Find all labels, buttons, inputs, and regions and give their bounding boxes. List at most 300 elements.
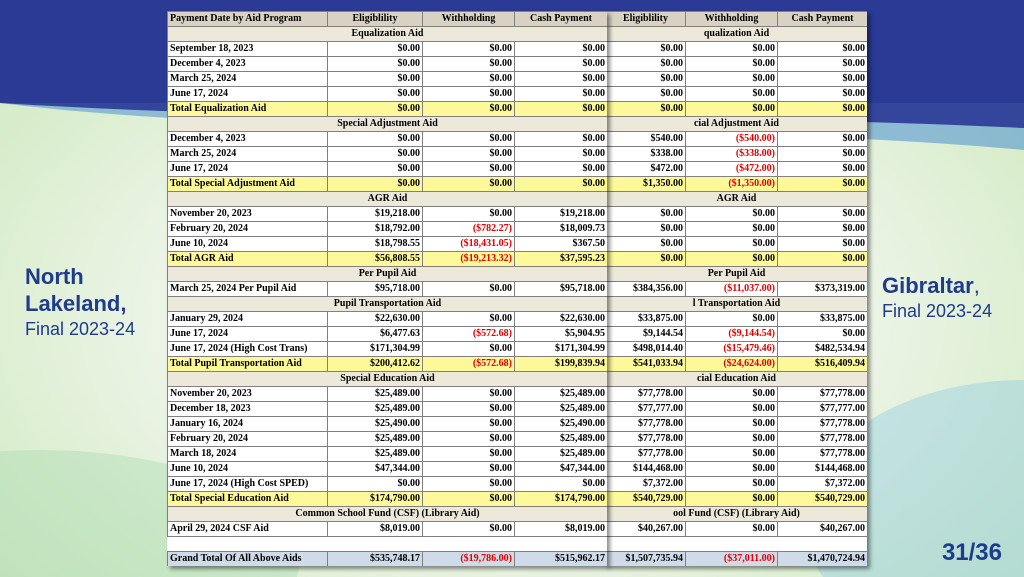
amount-cell: ($15,479.46): [686, 342, 778, 357]
table-row: [168, 132, 608, 147]
table-row: [168, 387, 608, 402]
section-title: l Transportation Aid: [606, 297, 868, 312]
amount-cell: $6,477.63: [328, 327, 423, 342]
amount-cell: $0.00: [515, 147, 608, 162]
amount-cell: $0.00: [686, 42, 778, 57]
amount-cell: $0.00: [423, 462, 515, 477]
amount-cell: $1,470,724.94: [778, 552, 868, 567]
left-table-header-row: [168, 12, 608, 27]
section-header-row: [606, 267, 868, 282]
left-district-label: [25, 263, 165, 341]
table-row: [606, 207, 868, 222]
amount-cell: $0.00: [686, 402, 778, 417]
amount-cell: $77,778.00: [778, 447, 868, 462]
amount-cell: $482,534.94: [778, 342, 868, 357]
amount-cell: $47,344.00: [328, 462, 423, 477]
amount-cell: $0.00: [686, 57, 778, 72]
payment-label-cell: February 20, 2024: [168, 432, 328, 447]
payment-label-cell: Total Pupil Transportation Aid: [168, 357, 328, 372]
amount-cell: $535,748.17: [328, 552, 423, 567]
payment-label-cell: Total AGR Aid: [168, 252, 328, 267]
amount-cell: ($472.00): [686, 162, 778, 177]
total-row: [606, 177, 868, 192]
amount-cell: $0.00: [606, 252, 686, 267]
amount-cell: ($18,431.05): [423, 237, 515, 252]
spacer-cell: [168, 537, 608, 552]
table-row: [168, 402, 608, 417]
grand-total-row: [606, 552, 868, 567]
amount-cell: $0.00: [515, 42, 608, 57]
amount-cell: ($9,144.54): [686, 327, 778, 342]
amount-cell: $25,489.00: [515, 387, 608, 402]
amount-cell: $0.00: [778, 72, 868, 87]
amount-cell: $0.00: [423, 282, 515, 297]
amount-cell: $77,778.00: [778, 417, 868, 432]
table-row: [168, 447, 608, 462]
table-row: [606, 222, 868, 237]
table-row: [168, 57, 608, 72]
payment-label-cell: June 17, 2024: [168, 327, 328, 342]
amount-cell: $171,304.99: [328, 342, 423, 357]
spacer-cell: [606, 537, 868, 552]
amount-cell: $0.00: [328, 177, 423, 192]
amount-cell: $0.00: [328, 87, 423, 102]
payment-label-cell: December 18, 2023: [168, 402, 328, 417]
table-row: [606, 462, 868, 477]
amount-cell: $541,033.94: [606, 357, 686, 372]
amount-cell: ($572.68): [423, 357, 515, 372]
payment-label-cell: November 20, 2023: [168, 207, 328, 222]
amount-cell: $77,778.00: [606, 447, 686, 462]
payment-label-cell: March 25, 2024 Per Pupil Aid: [168, 282, 328, 297]
amount-cell: $0.00: [423, 72, 515, 87]
amount-cell: $0.00: [686, 447, 778, 462]
total-row: [606, 492, 868, 507]
amount-cell: $0.00: [423, 492, 515, 507]
table-row: [606, 72, 868, 87]
amount-cell: $1,507,735.94: [606, 552, 686, 567]
table-row: [606, 147, 868, 162]
left-aid-table: [167, 11, 607, 566]
amount-cell: $338.00: [606, 147, 686, 162]
payment-label-cell: June 10, 2024: [168, 462, 328, 477]
page-number: 31/36: [941, 539, 1002, 566]
table-row: [606, 237, 868, 252]
amount-cell: $0.00: [423, 447, 515, 462]
amount-cell: $33,875.00: [778, 312, 868, 327]
payment-label-cell: March 25, 2024: [168, 147, 328, 162]
amount-cell: $472.00: [606, 162, 686, 177]
amount-cell: $373,319.00: [778, 282, 868, 297]
table-row: [606, 327, 868, 342]
table-row: [168, 477, 608, 492]
amount-cell: $0.00: [328, 477, 423, 492]
amount-cell: $0.00: [778, 147, 868, 162]
amount-cell: $0.00: [423, 162, 515, 177]
payment-label-cell: Grand Total Of All Above Aids: [168, 552, 328, 567]
right-table-body: [606, 27, 868, 567]
amount-cell: $95,718.00: [328, 282, 423, 297]
amount-cell: $200,412.62: [328, 357, 423, 372]
section-header-row: [168, 27, 608, 42]
amount-cell: $0.00: [423, 207, 515, 222]
amount-cell: $77,778.00: [778, 387, 868, 402]
table-row: [168, 327, 608, 342]
table-row: [606, 522, 868, 537]
amount-cell: $0.00: [515, 132, 608, 147]
amount-cell: $144,468.00: [606, 462, 686, 477]
amount-cell: ($19,213.32): [423, 252, 515, 267]
amount-cell: $77,777.00: [778, 402, 868, 417]
amount-cell: $0.00: [686, 87, 778, 102]
left-district-name: North Lakeland,: [25, 264, 127, 316]
amount-cell: $199,839.94: [515, 357, 608, 372]
amount-cell: $0.00: [606, 57, 686, 72]
table-row: [606, 42, 868, 57]
table-row: [606, 132, 868, 147]
amount-cell: $18,009.73: [515, 222, 608, 237]
right-aid-table-panel: [605, 11, 867, 566]
section-title: cial Adjustment Aid: [606, 117, 868, 132]
amount-cell: $40,267.00: [778, 522, 868, 537]
amount-cell: $0.00: [328, 132, 423, 147]
amount-cell: ($782.27): [423, 222, 515, 237]
amount-cell: $0.00: [606, 87, 686, 102]
amount-cell: $0.00: [778, 57, 868, 72]
amount-cell: $0.00: [606, 207, 686, 222]
amount-cell: $0.00: [423, 387, 515, 402]
amount-cell: $33,875.00: [606, 312, 686, 327]
table-row: [168, 417, 608, 432]
table-row: [168, 237, 608, 252]
amount-cell: $37,595.23: [515, 252, 608, 267]
section-header-row: [606, 297, 868, 312]
right-district-name-text: Gibraltar: [882, 273, 974, 298]
payment-label-cell: June 17, 2024 (High Cost SPED): [168, 477, 328, 492]
section-title: Per Pupil Aid: [606, 267, 868, 282]
amount-cell: $171,304.99: [515, 342, 608, 357]
table-row: [168, 147, 608, 162]
total-row: [168, 492, 608, 507]
total-row: [168, 102, 608, 117]
amount-cell: $0.00: [778, 237, 868, 252]
amount-cell: $0.00: [423, 417, 515, 432]
table-row: [606, 432, 868, 447]
amount-cell: $0.00: [778, 207, 868, 222]
payment-label-cell: March 18, 2024: [168, 447, 328, 462]
amount-cell: $0.00: [778, 132, 868, 147]
right-district-name: Gibraltar,: [882, 273, 980, 298]
amount-cell: $0.00: [515, 57, 608, 72]
amount-cell: $0.00: [515, 102, 608, 117]
amount-cell: $77,777.00: [606, 402, 686, 417]
payment-label-cell: Total Equalization Aid: [168, 102, 328, 117]
amount-cell: ($37,011.00): [686, 552, 778, 567]
amount-cell: $0.00: [606, 72, 686, 87]
amount-cell: $0.00: [686, 522, 778, 537]
amount-cell: $22,630.00: [328, 312, 423, 327]
header-payment-date: Payment Date by Aid Program: [168, 12, 328, 27]
table-row: [168, 312, 608, 327]
amount-cell: $516,409.94: [778, 357, 868, 372]
section-title: qualization Aid: [606, 27, 868, 42]
amount-cell: $8,019.00: [515, 522, 608, 537]
table-row: [168, 207, 608, 222]
amount-cell: $0.00: [423, 477, 515, 492]
section-header-row: [168, 192, 608, 207]
amount-cell: $0.00: [515, 477, 608, 492]
amount-cell: $0.00: [423, 102, 515, 117]
amount-cell: $0.00: [686, 252, 778, 267]
amount-cell: $0.00: [606, 42, 686, 57]
table-row: [606, 282, 868, 297]
right-district-label: [882, 272, 992, 323]
table-row: [168, 522, 608, 537]
header-cash-payment: Cash Payment: [515, 12, 608, 27]
amount-cell: $0.00: [423, 312, 515, 327]
amount-cell: $0.00: [423, 132, 515, 147]
payment-label-cell: June 17, 2024: [168, 87, 328, 102]
table-row: [606, 87, 868, 102]
table-row: [168, 282, 608, 297]
amount-cell: $8,019.00: [328, 522, 423, 537]
amount-cell: $25,490.00: [328, 417, 423, 432]
payment-label-cell: March 25, 2024: [168, 72, 328, 87]
section-header-row: [606, 192, 868, 207]
section-title: AGR Aid: [606, 192, 868, 207]
header-withholding: Withholding: [423, 12, 515, 27]
amount-cell: $25,489.00: [515, 432, 608, 447]
amount-cell: $0.00: [686, 387, 778, 402]
header-eligibility: Eligiblility: [328, 12, 423, 27]
amount-cell: $0.00: [778, 327, 868, 342]
amount-cell: ($572.68): [423, 327, 515, 342]
amount-cell: $0.00: [606, 237, 686, 252]
payment-label-cell: June 17, 2024: [168, 162, 328, 177]
amount-cell: $0.00: [686, 492, 778, 507]
section-title: Pupil Transportation Aid: [168, 297, 608, 312]
section-title: Equalization Aid: [168, 27, 608, 42]
amount-cell: $0.00: [328, 102, 423, 117]
amount-cell: $0.00: [686, 72, 778, 87]
header-cash-payment: Cash Payment: [778, 12, 868, 27]
total-row: [606, 252, 868, 267]
amount-cell: $0.00: [778, 87, 868, 102]
table-row: [606, 57, 868, 72]
amount-cell: $0.00: [328, 42, 423, 57]
amount-cell: $19,218.00: [328, 207, 423, 222]
table-row: [168, 342, 608, 357]
payment-label-cell: Total Special Adjustment Aid: [168, 177, 328, 192]
payment-label-cell: June 17, 2024 (High Cost Trans): [168, 342, 328, 357]
amount-cell: ($24,624.00): [686, 357, 778, 372]
amount-cell: $9,144.54: [606, 327, 686, 342]
amount-cell: $0.00: [778, 42, 868, 57]
right-aid-table: [605, 11, 867, 566]
left-aid-table-panel: [167, 11, 607, 566]
amount-cell: $540.00: [606, 132, 686, 147]
amount-cell: $0.00: [423, 87, 515, 102]
left-district-name-text: North Lakeland: [25, 264, 121, 316]
left-district-sub: Final 2023-24: [25, 319, 136, 339]
amount-cell: $498,014.40: [606, 342, 686, 357]
payment-label-cell: September 18, 2023: [168, 42, 328, 57]
total-row: [606, 357, 868, 372]
table-row: [168, 42, 608, 57]
amount-cell: $0.00: [423, 432, 515, 447]
section-header-row: [168, 507, 608, 522]
amount-cell: $0.00: [686, 207, 778, 222]
amount-cell: $18,798.55: [328, 237, 423, 252]
amount-cell: $0.00: [328, 57, 423, 72]
payment-label-cell: April 29, 2024 CSF Aid: [168, 522, 328, 537]
payment-label-cell: June 10, 2024: [168, 237, 328, 252]
amount-cell: ($19,786.00): [423, 552, 515, 567]
amount-cell: $25,489.00: [328, 447, 423, 462]
section-header-row: [168, 117, 608, 132]
amount-cell: ($338.00): [686, 147, 778, 162]
table-row: [606, 447, 868, 462]
amount-cell: $0.00: [686, 462, 778, 477]
payment-label-cell: January 16, 2024: [168, 417, 328, 432]
payment-label-cell: Total Special Education Aid: [168, 492, 328, 507]
amount-cell: $25,489.00: [515, 402, 608, 417]
amount-cell: $25,489.00: [328, 432, 423, 447]
grand-total-row: [168, 552, 608, 567]
amount-cell: $0.00: [423, 42, 515, 57]
amount-cell: $0.00: [686, 417, 778, 432]
amount-cell: $0.00: [778, 222, 868, 237]
amount-cell: $0.00: [515, 177, 608, 192]
amount-cell: $515,962.17: [515, 552, 608, 567]
amount-cell: $40,267.00: [606, 522, 686, 537]
right-district-sub: Final 2023-24: [882, 301, 993, 321]
amount-cell: $25,490.00: [515, 417, 608, 432]
section-title: Special Education Aid: [168, 372, 608, 387]
section-title: ool Fund (CSF) (Library Aid): [606, 507, 868, 522]
payment-label-cell: December 4, 2023: [168, 132, 328, 147]
amount-cell: $22,630.00: [515, 312, 608, 327]
amount-cell: $540,729.00: [606, 492, 686, 507]
table-row: [168, 162, 608, 177]
amount-cell: $367.50: [515, 237, 608, 252]
amount-cell: ($1,350.00): [686, 177, 778, 192]
amount-cell: $174,790.00: [515, 492, 608, 507]
table-row: [606, 402, 868, 417]
amount-cell: $7,372.00: [778, 477, 868, 492]
amount-cell: ($540.00): [686, 132, 778, 147]
table-row: [168, 222, 608, 237]
amount-cell: $540,729.00: [778, 492, 868, 507]
amount-cell: $0.00: [423, 57, 515, 72]
amount-cell: $0.00: [778, 162, 868, 177]
amount-cell: $1,350.00: [606, 177, 686, 192]
left-table-body: [168, 27, 608, 567]
table-row: [606, 417, 868, 432]
amount-cell: $144,468.00: [778, 462, 868, 477]
spacer-row: [606, 537, 868, 552]
amount-cell: $384,356.00: [606, 282, 686, 297]
amount-cell: $77,778.00: [606, 387, 686, 402]
amount-cell: $0.00: [778, 177, 868, 192]
amount-cell: $95,718.00: [515, 282, 608, 297]
amount-cell: $0.00: [686, 237, 778, 252]
amount-cell: $0.00: [606, 222, 686, 237]
spacer-row: [168, 537, 608, 552]
table-row: [606, 342, 868, 357]
amount-cell: $174,790.00: [328, 492, 423, 507]
amount-cell: $19,218.00: [515, 207, 608, 222]
total-row: [606, 102, 868, 117]
section-title: Common School Fund (CSF) (Library Aid): [168, 507, 608, 522]
amount-cell: $0.00: [515, 87, 608, 102]
amount-cell: $56,808.55: [328, 252, 423, 267]
header-withholding: Withholding: [686, 12, 778, 27]
amount-cell: $0.00: [686, 477, 778, 492]
amount-cell: $0.00: [328, 147, 423, 162]
table-row: [168, 87, 608, 102]
table-row: [606, 162, 868, 177]
amount-cell: $0.00: [686, 312, 778, 327]
amount-cell: $0.00: [778, 252, 868, 267]
section-header-row: [606, 507, 868, 522]
table-row: [606, 477, 868, 492]
table-row: [168, 432, 608, 447]
amount-cell: $0.00: [606, 102, 686, 117]
amount-cell: $7,372.00: [606, 477, 686, 492]
table-row: [168, 462, 608, 477]
table-row: [606, 387, 868, 402]
payment-label-cell: November 20, 2023: [168, 387, 328, 402]
total-row: [168, 357, 608, 372]
total-row: [168, 252, 608, 267]
amount-cell: $0.00: [515, 72, 608, 87]
section-header-row: [168, 267, 608, 282]
amount-cell: $77,778.00: [778, 432, 868, 447]
amount-cell: $0.00: [423, 342, 515, 357]
section-title: cial Education Aid: [606, 372, 868, 387]
amount-cell: $25,489.00: [328, 387, 423, 402]
section-title: AGR Aid: [168, 192, 608, 207]
amount-cell: $47,344.00: [515, 462, 608, 477]
amount-cell: $0.00: [328, 72, 423, 87]
section-header-row: [606, 27, 868, 42]
section-header-row: [168, 297, 608, 312]
amount-cell: $77,778.00: [606, 417, 686, 432]
amount-cell: $0.00: [423, 522, 515, 537]
amount-cell: $0.00: [423, 147, 515, 162]
amount-cell: $0.00: [778, 102, 868, 117]
section-header-row: [168, 372, 608, 387]
section-title: Special Adjustment Aid: [168, 117, 608, 132]
amount-cell: $0.00: [423, 177, 515, 192]
section-header-row: [606, 117, 868, 132]
header-eligibility: Eligiblility: [606, 12, 686, 27]
amount-cell: $0.00: [515, 162, 608, 177]
section-title: Per Pupil Aid: [168, 267, 608, 282]
amount-cell: $25,489.00: [515, 447, 608, 462]
amount-cell: $77,778.00: [606, 432, 686, 447]
right-table-header-row: [606, 12, 868, 27]
payment-label-cell: January 29, 2024: [168, 312, 328, 327]
amount-cell: $18,792.00: [328, 222, 423, 237]
amount-cell: $0.00: [686, 432, 778, 447]
table-row: [168, 72, 608, 87]
table-row: [606, 312, 868, 327]
payment-label-cell: December 4, 2023: [168, 57, 328, 72]
amount-cell: $0.00: [423, 402, 515, 417]
amount-cell: $0.00: [686, 222, 778, 237]
